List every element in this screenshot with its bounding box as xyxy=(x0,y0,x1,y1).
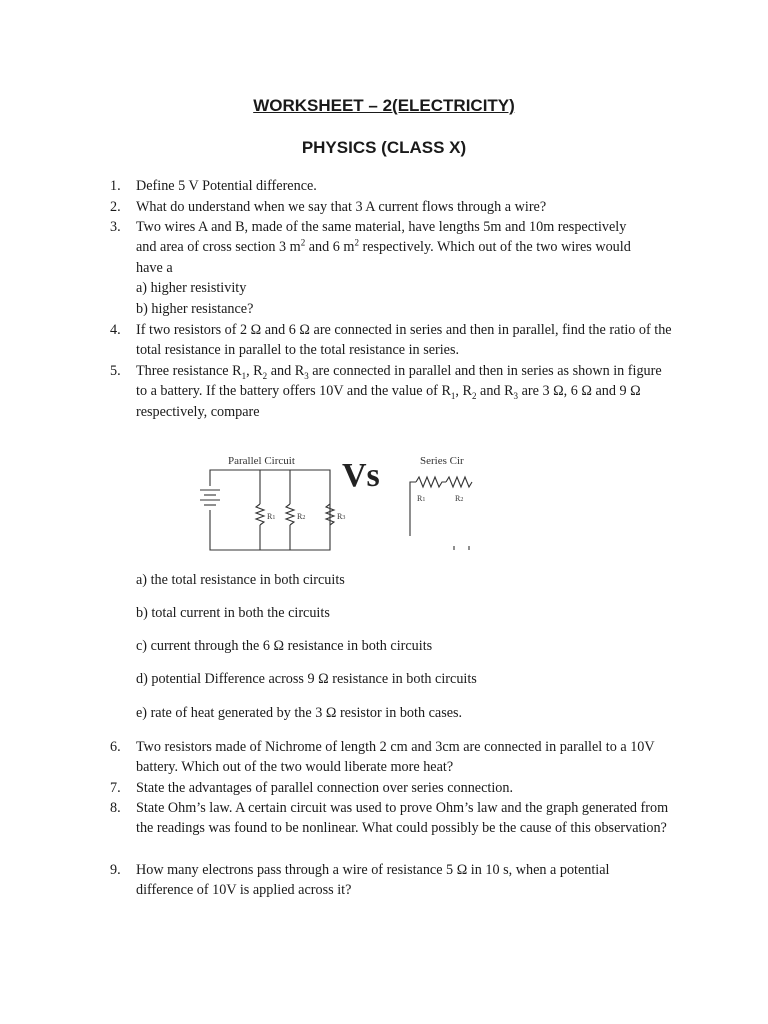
series-circuit-label: Series Cir xyxy=(420,455,464,467)
subscript: 3 xyxy=(513,391,519,402)
resistor-label-r3 xyxy=(337,512,345,521)
resistor-label-r2 xyxy=(297,512,305,521)
resistor-subscript: 1 xyxy=(422,497,426,503)
question-4 xyxy=(110,320,675,361)
question-text: Two resistors made of Nichrome of length 2 cm and 3cm are connected in parallel to a 10V battery. Which out of the two would liberate more heat? xyxy=(136,739,655,776)
series-resistor-label-r2 xyxy=(455,494,463,503)
resistor-letter: R xyxy=(297,512,303,521)
text-span: respectively. Which out of the two wires would xyxy=(358,239,631,256)
question-number: 8. xyxy=(110,800,121,816)
question-text: Define 5 V Potential difference. xyxy=(136,178,317,194)
question-6 xyxy=(110,737,668,778)
superscript: 2 xyxy=(300,237,306,248)
subscript: 1 xyxy=(241,370,247,381)
resistor-letter: R xyxy=(337,512,343,521)
subscript: 2 xyxy=(262,370,268,381)
question-text xyxy=(136,217,690,319)
subscript: 2 xyxy=(471,391,477,402)
worksheet-title: WORKSHEET – 2(ELECTRICITY) xyxy=(253,96,515,115)
question-number: 9. xyxy=(110,862,121,878)
question-9 xyxy=(110,860,658,901)
compare-item-a: a) the total resistance in both circuits xyxy=(136,572,345,588)
question-line: have a xyxy=(136,259,173,276)
compare-item-c: c) current through the 6 Ω resistance in both circuits xyxy=(136,638,433,654)
question-number: 1. xyxy=(110,178,121,194)
resistor-letter: R xyxy=(417,494,423,503)
resistor-letter: R xyxy=(267,512,273,521)
text-span: , R xyxy=(455,383,472,400)
question-2 xyxy=(110,197,680,217)
superscript: 2 xyxy=(354,237,359,248)
question-text: State Ohm’s law. A certain circuit was used to prove Ohm’s law and the graph generated from the readings was found to be nonlinear. What could possibly be the cause of this observation? xyxy=(136,800,669,837)
question-text: State the advantages of parallel connection over series connection. xyxy=(136,780,514,796)
vs-label: Vs xyxy=(342,457,380,494)
circuit-figure xyxy=(190,446,480,556)
question-number: 7. xyxy=(110,780,121,796)
resistor-letter: R xyxy=(455,494,461,503)
option-a: a) higher resistivity xyxy=(136,280,247,297)
question-1 xyxy=(110,176,680,196)
subscript: 3 xyxy=(304,370,309,381)
question-text: What do understand when we say that 3 A current flows through a wire? xyxy=(136,199,547,215)
resistor-subscript: 3 xyxy=(342,515,346,521)
text-span: and R xyxy=(476,383,514,400)
option-b: b) higher resistance? xyxy=(136,300,254,317)
text-span: and 6 m xyxy=(305,239,355,256)
question-line xyxy=(136,237,690,257)
question-number: 4. xyxy=(110,322,121,338)
question-8 xyxy=(110,798,678,839)
question-3 xyxy=(110,217,690,319)
compare-item-d: d) potential Difference across 9 Ω resistance in both circuits xyxy=(136,671,477,687)
question-text: How many electrons pass through a wire of resistance 5 Ω in 10 s, when a potential difference of 10V is applied across it? xyxy=(136,862,610,899)
question-text xyxy=(136,361,675,422)
question-number: 2. xyxy=(110,199,121,215)
text-span: , R xyxy=(246,363,263,379)
text-span: are 3 Ω, 6 Ω and 9 Ω respectively, compare xyxy=(136,383,641,420)
text-span: and area of cross section 3 m xyxy=(136,239,301,256)
series-resistor-label-r1 xyxy=(417,494,425,503)
resistor-subscript: 2 xyxy=(460,497,464,503)
compare-item-b: b) total current in both the circuits xyxy=(136,605,330,621)
question-number: 6. xyxy=(110,739,121,755)
compare-item-e: e) rate of heat generated by the 3 Ω resistor in both cases. xyxy=(136,705,463,721)
text-span: and R xyxy=(267,363,305,379)
question-text: If two resistors of 2 Ω and 6 Ω are connected in series and then in parallel, find the ratio of the total resistance in parallel to the total resistance in series. xyxy=(136,322,672,359)
question-number: 3. xyxy=(110,219,121,235)
subscript: 1 xyxy=(450,391,456,402)
resistor-subscript: 2 xyxy=(302,515,306,521)
question-number: 5. xyxy=(110,363,121,379)
worksheet-subtitle: PHYSICS (CLASS X) xyxy=(301,138,467,157)
question-line: Two wires A and B, made of the same material, have lengths 5m and 10m respectively xyxy=(136,219,627,235)
resistor-subscript: 1 xyxy=(272,515,276,521)
text-span: Three resistance R xyxy=(136,363,242,379)
question-5 xyxy=(110,361,675,422)
parallel-circuit-label: Parallel Circuit xyxy=(228,455,295,467)
question-7 xyxy=(110,778,680,798)
text-span: are connected in parallel and then in series as shown in figure to a battery. If the battery offers 10V and the value of R xyxy=(136,363,662,400)
resistor-label-r1 xyxy=(267,512,275,521)
